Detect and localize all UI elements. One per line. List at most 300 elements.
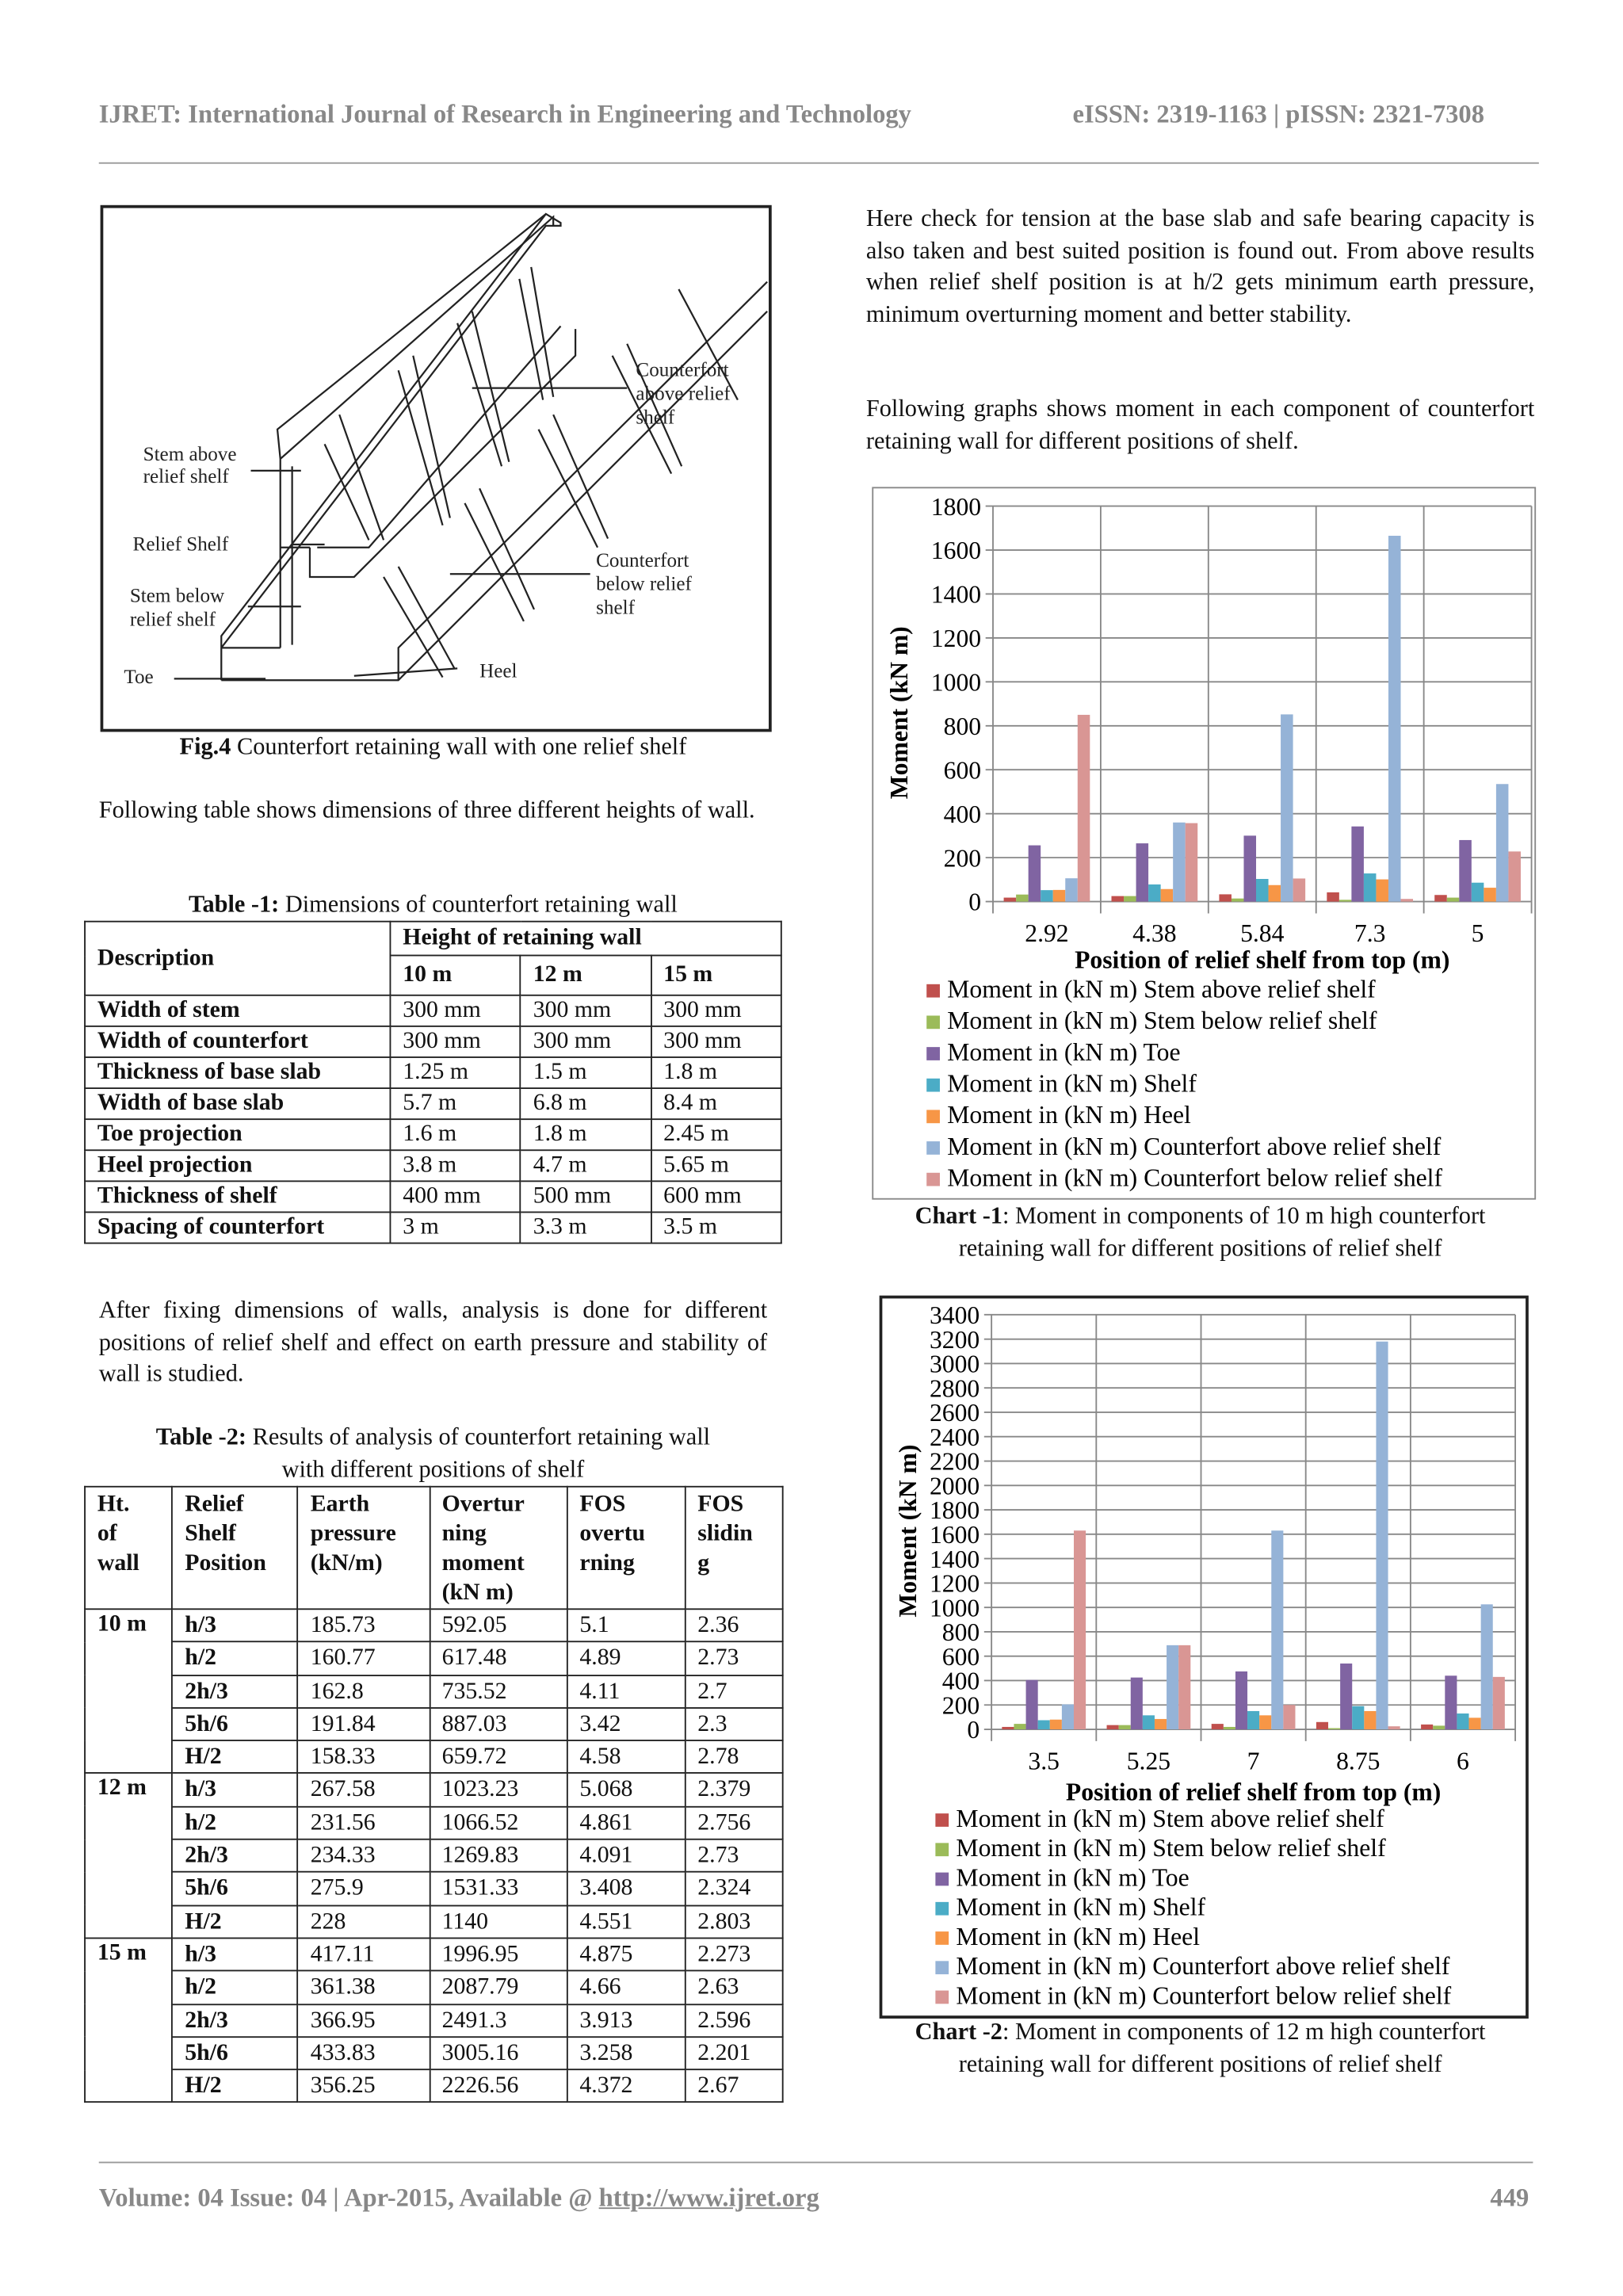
table-row: [85, 1971, 783, 2004]
table-cell: 592.05: [430, 1609, 567, 1642]
legend-item: Moment in (kN m) Stem above relief shelf: [947, 975, 1376, 1003]
table-cell: 3.408: [567, 1872, 685, 1905]
x-tick-label: 2.92: [1025, 919, 1069, 947]
y-tick-label: 1400: [930, 580, 982, 609]
legend-item: Moment in (kN m) Heel: [947, 1101, 1191, 1129]
header-line: Relief: [185, 1492, 244, 1517]
issn: eISSN: 2319-1163 | pISSN: 2321-7308: [1072, 98, 1485, 128]
table-cell: [567, 1487, 685, 1610]
table-cell: 3.42: [567, 1708, 685, 1741]
y-tick-label: 1000: [929, 1594, 980, 1622]
table-cell: 356.25: [298, 2069, 430, 2103]
label-cf-above-2: above relief: [636, 383, 731, 405]
legend-swatch: [926, 1015, 940, 1029]
footer-volume: [99, 2183, 819, 2214]
y-tick-label: 0: [968, 888, 982, 916]
bar: [1469, 1717, 1481, 1729]
bar: [1457, 1713, 1468, 1729]
header-line: (kN/m): [310, 1550, 383, 1576]
y-tick-label: 1600: [929, 1521, 980, 1549]
table-cell: 300 mm: [651, 1026, 781, 1057]
bar: [1327, 892, 1339, 902]
table-cell: 617.48: [430, 1642, 567, 1675]
bar: [1178, 1645, 1190, 1729]
label-stem-below-2: relief shelf: [129, 609, 216, 631]
table-cell: [685, 1487, 782, 1610]
bar: [1026, 1680, 1038, 1729]
table-cell: 366.95: [298, 2004, 430, 2037]
bar: [1434, 895, 1447, 901]
bar: [1148, 884, 1161, 902]
header-line: FOS: [697, 1492, 744, 1517]
bar: [1316, 1722, 1328, 1729]
x-tick-label: 5.84: [1240, 919, 1285, 947]
table-row: [85, 1839, 783, 1873]
header-line: slidin: [697, 1521, 753, 1547]
figure-caption: [101, 731, 766, 762]
x-tick-label: 5.25: [1126, 1747, 1171, 1775]
table-cell: 231.56: [298, 1806, 430, 1839]
table-cell: 2.803: [685, 1905, 782, 1939]
table-cell: 3.3 m: [521, 1212, 651, 1243]
table-cell: 3005.16: [430, 2037, 567, 2070]
table2-caption: [84, 1421, 782, 1484]
legend-swatch: [935, 1961, 949, 1974]
table-cell: 2491.3: [430, 2004, 567, 2037]
bar: [1219, 894, 1232, 901]
bar: [1376, 1342, 1388, 1729]
table-cell: 158.33: [298, 1740, 430, 1774]
y-tick-label: 2200: [929, 1447, 980, 1476]
y-tick-label: 1200: [929, 1569, 980, 1598]
table-cell: 10 m: [390, 956, 520, 995]
bar: [1212, 1724, 1224, 1729]
table-cell: 4.7 m: [521, 1150, 651, 1181]
bar: [1247, 1711, 1259, 1729]
table-cell: 417.11: [298, 1938, 430, 1971]
legend-item: Moment in (kN m) Stem above relief shelf: [956, 1804, 1384, 1832]
y-tick-label: 200: [941, 1691, 980, 1720]
legend-item: Moment in (kN m) Heel: [956, 1922, 1201, 1950]
bar: [1281, 714, 1293, 901]
table-cell: 2h/3: [172, 1839, 297, 1873]
paragraph: Following graphs shows moment in each component of counterfort retaining wall for different positions of shelf.: [865, 394, 1535, 454]
table-cell: 2.63: [685, 1971, 782, 2004]
table-cell: 2h/3: [172, 2004, 297, 2037]
table-cell: 3.913: [567, 2004, 685, 2037]
x-tick-label: 4.38: [1132, 919, 1177, 947]
label-stem-above: Stem above: [143, 443, 237, 465]
table-cell: H/2: [172, 1740, 297, 1774]
table-cell: 300 mm: [651, 995, 781, 1026]
table-cell: h/2: [172, 1642, 297, 1675]
volume-text: Volume: 04 Issue: 04 | Apr-2015, Available @: [98, 2182, 599, 2212]
header-line: rning: [579, 1550, 635, 1576]
y-tick-label: 600: [943, 756, 982, 785]
caption-text-2: retaining wall for different positions of relief shelf: [958, 2049, 1442, 2077]
bar: [1493, 1677, 1505, 1729]
header-line: Position: [185, 1550, 266, 1576]
label-stem-below: Stem below: [129, 585, 225, 607]
bar: [1376, 880, 1388, 902]
y-tick-label: 3000: [929, 1350, 980, 1378]
bar: [1496, 784, 1509, 901]
table-cell: 4.091: [567, 1839, 685, 1873]
table-cell: 2h/3: [172, 1675, 297, 1708]
table-cell: 300 mm: [521, 1026, 651, 1057]
y-tick-label: 400: [941, 1667, 980, 1695]
table-cell: 3.258: [567, 2037, 685, 2070]
table-cell: [172, 1487, 297, 1610]
legend-swatch: [935, 1813, 949, 1827]
bar: [1029, 846, 1041, 902]
bar: [1447, 898, 1460, 902]
legend-swatch: [935, 1931, 949, 1945]
y-tick-label: 800: [943, 712, 982, 740]
y-tick-label: 1800: [929, 1496, 980, 1525]
bar: [1352, 1706, 1364, 1729]
bar: [1053, 890, 1066, 902]
header-line: g: [697, 1550, 710, 1576]
caption-label: Table -2:: [155, 1422, 247, 1451]
bar: [1256, 879, 1269, 902]
y-tick-label: 1400: [929, 1545, 980, 1573]
footer-rule: [99, 2162, 1533, 2164]
y-axis-title: Moment (kN m): [885, 626, 914, 800]
legend-item: Moment in (kN m) Toe: [956, 1863, 1190, 1892]
bar: [1388, 536, 1401, 902]
table-cell: 2.324: [685, 1872, 782, 1905]
table-cell: 2.379: [685, 1774, 782, 1807]
table-cell: [430, 1487, 567, 1610]
y-tick-label: 600: [941, 1642, 980, 1671]
table-row: [85, 1150, 781, 1181]
table1-caption: [84, 888, 782, 920]
table-cell: 5h/6: [172, 1708, 297, 1741]
counterfort-diagram: [103, 208, 769, 729]
legend-item: Moment in (kN m) Counterfort below relief shelf: [947, 1163, 1443, 1192]
table-cell: Thickness of base slab: [85, 1057, 390, 1088]
table-cell: 1066.52: [430, 1806, 567, 1839]
table-cell: 1996.95: [430, 1938, 567, 1971]
table-cell: [85, 1487, 172, 1610]
table-cell: 2.45 m: [651, 1119, 781, 1150]
table-cell: 1.5 m: [521, 1057, 651, 1088]
bar: [1155, 1719, 1167, 1729]
table-cell: Toe projection: [85, 1119, 390, 1150]
bar: [1388, 1726, 1400, 1729]
results-table: [84, 1486, 783, 2103]
bar: [1016, 895, 1029, 902]
table-cell: 659.72: [430, 1740, 567, 1774]
y-tick-label: 200: [943, 844, 982, 873]
table-row: [85, 1088, 781, 1119]
bar: [1243, 835, 1256, 901]
table-cell: h/2: [172, 1806, 297, 1839]
table-cell: 15 m: [85, 1938, 172, 2103]
header-line: overtu: [579, 1521, 646, 1547]
table-cell: 2.73: [685, 1839, 782, 1873]
table-cell: 234.33: [298, 1839, 430, 1873]
table-cell: 5.65 m: [651, 1150, 781, 1181]
paragraph: Following table shows dimensions of three different heights of wall.: [98, 795, 755, 823]
header-line: moment: [441, 1550, 525, 1576]
table-cell: h/3: [172, 1938, 297, 1971]
y-tick-label: 2000: [929, 1472, 980, 1500]
table-row: [85, 1181, 781, 1212]
table-cell: 2.596: [685, 2004, 782, 2037]
legend-swatch: [935, 1843, 949, 1856]
x-tick-label: 8.75: [1336, 1747, 1381, 1775]
bar: [1235, 1671, 1247, 1729]
legend-item: Moment in (kN m) Counterfort below relief shelf: [956, 1981, 1452, 2010]
bar: [1481, 1604, 1493, 1729]
table-row: [85, 1026, 781, 1057]
table-cell: 12 m: [85, 1774, 172, 1939]
table-cell: 1.8 m: [651, 1057, 781, 1088]
bar: [1143, 1715, 1155, 1729]
bar: [1283, 1705, 1295, 1729]
table-cell: 162.8: [298, 1675, 430, 1708]
table-cell: 3.8 m: [390, 1150, 520, 1181]
table-cell: 361.38: [298, 1971, 430, 2004]
table-cell: 400 mm: [390, 1181, 520, 1212]
bar: [1124, 896, 1136, 902]
table-row: [85, 1708, 783, 1741]
table-row: [85, 1806, 783, 1839]
table-cell: 5.7 m: [390, 1088, 520, 1119]
table-row: [85, 2037, 783, 2070]
page-number: 449: [1490, 2182, 1529, 2212]
y-tick-label: 3200: [929, 1325, 980, 1354]
table-cell: 4.89: [567, 1642, 685, 1675]
legend-swatch: [926, 1141, 940, 1155]
journal-title: IJRET: International Journal of Research in Engineering and Technology: [98, 98, 911, 128]
legend-item: Moment in (kN m) Shelf: [947, 1069, 1197, 1098]
bar: [1232, 899, 1244, 902]
table-cell: 300 mm: [390, 1026, 520, 1057]
chart2-caption: [866, 2015, 1534, 2079]
legend-item: Moment in (kN m) Shelf: [956, 1893, 1206, 1921]
table-cell: 15 m: [651, 956, 781, 995]
bar: [1269, 885, 1281, 902]
table-cell: 228: [298, 1905, 430, 1939]
table-row: [85, 1675, 783, 1708]
caption-label: Table -1:: [189, 889, 280, 919]
bar: [1078, 715, 1090, 902]
caption-text: : Moment in components of 12 m high counterfort: [1002, 2017, 1486, 2046]
caption-label: Chart -1: [915, 1201, 1002, 1229]
x-tick-label: 6: [1457, 1747, 1469, 1775]
x-tick-label: 7: [1247, 1747, 1260, 1775]
legend-swatch: [926, 1047, 940, 1060]
bar: [1508, 851, 1521, 901]
table-cell: 5h/6: [172, 1872, 297, 1905]
y-tick-label: 1000: [930, 668, 982, 697]
table-cell: 2.273: [685, 1938, 782, 1971]
bar: [1119, 1725, 1131, 1729]
table-cell: 10 m: [85, 1609, 172, 1774]
table-cell: Description: [85, 922, 390, 995]
table-cell: 3.5 m: [651, 1212, 781, 1243]
header-line: Overtur: [441, 1492, 525, 1517]
table-cell: 2.3: [685, 1708, 782, 1741]
x-axis-title: Position of relief shelf from top (m): [1075, 946, 1450, 974]
bar: [1364, 873, 1377, 901]
y-axis-title: Moment (kN m): [894, 1444, 922, 1618]
caption-text: : Moment in components of 10 m high counterfort: [1002, 1201, 1486, 1229]
bar: [1002, 1727, 1014, 1729]
table-cell: 1531.33: [430, 1872, 567, 1905]
y-tick-label: 0: [967, 1716, 980, 1744]
paragraph: After fixing dimensions of walls, analysis is done for different positions of relief shelf and effect on earth pressure and stability of wall is studied.: [98, 1295, 768, 1388]
caption-text: Results of analysis of counterfort retaining wall: [246, 1422, 711, 1451]
table-cell: 735.52: [430, 1675, 567, 1708]
bar: [1065, 878, 1078, 901]
table-row: [85, 1609, 783, 1642]
table-cell: 1023.23: [430, 1774, 567, 1807]
table-cell: 185.73: [298, 1609, 430, 1642]
table-cell: 4.551: [567, 1905, 685, 1939]
table-cell: 5h/6: [172, 2037, 297, 2070]
chart-1: [872, 487, 1536, 1199]
table-row: [85, 1212, 781, 1243]
table-row: [85, 1938, 783, 1971]
caption-label: Fig.4: [179, 732, 231, 760]
table-cell: 1.8 m: [521, 1119, 651, 1150]
label-cf-above: Counterfort: [636, 359, 729, 381]
legend-item: Moment in (kN m) Toe: [947, 1037, 1181, 1066]
label-cf-below: Counterfort: [596, 549, 689, 571]
table-cell: 300 mm: [521, 995, 651, 1026]
table-row: [85, 2004, 783, 2037]
legend-swatch: [926, 984, 940, 998]
header-line: Earth: [310, 1492, 370, 1517]
table-cell: 1140: [430, 1905, 567, 1939]
table-cell: 2.756: [685, 1806, 782, 1839]
y-tick-label: 3400: [929, 1301, 980, 1330]
table-cell: 887.03: [430, 1708, 567, 1741]
table-cell: 1.25 m: [390, 1057, 520, 1088]
bar: [1136, 843, 1149, 901]
bar: [1074, 1530, 1086, 1729]
header-rule: [99, 162, 1539, 164]
x-tick-label: 3.5: [1028, 1747, 1060, 1775]
chart-1-svg: [873, 488, 1534, 1198]
y-tick-label: 1600: [930, 537, 982, 565]
header-line: FOS: [579, 1492, 626, 1517]
table-cell: Heel projection: [85, 1150, 390, 1181]
label-relief-shelf: Relief Shelf: [132, 533, 229, 556]
y-tick-label: 1200: [930, 625, 982, 653]
label-stem-above-2: relief shelf: [143, 465, 229, 487]
caption-text: Counterfort retaining wall with one relief shelf: [231, 732, 687, 760]
table-cell: 275.9: [298, 1872, 430, 1905]
table-header-row: [85, 1487, 783, 1610]
bar: [1173, 823, 1186, 902]
table-header-row: [85, 922, 781, 956]
x-tick-label: 7.3: [1354, 919, 1386, 947]
table-cell: 4.372: [567, 2069, 685, 2103]
legend-item: Moment in (kN m) Counterfort above relief shelf: [956, 1952, 1450, 1981]
table-cell: 4.58: [567, 1740, 685, 1774]
bar: [1107, 1725, 1119, 1729]
bar: [1484, 888, 1496, 901]
header-line: of: [97, 1521, 117, 1547]
table-cell: 4.66: [567, 1971, 685, 2004]
table-cell: 6.8 m: [521, 1088, 651, 1119]
table-cell: Spacing of counterfort: [85, 1212, 390, 1243]
table-cell: 600 mm: [651, 1181, 781, 1212]
bar: [1224, 1727, 1235, 1729]
legend-item: Moment in (kN m) Counterfort above relief shelf: [947, 1132, 1442, 1160]
table-cell: 1269.83: [430, 1839, 567, 1873]
table-cell: 500 mm: [521, 1181, 651, 1212]
table-cell: H/2: [172, 2069, 297, 2103]
table-cell: Height of retaining wall: [390, 922, 781, 956]
y-tick-label: 2800: [929, 1374, 980, 1403]
header-line: (kN m): [441, 1580, 514, 1606]
table-cell: Width of base slab: [85, 1088, 390, 1119]
table-cell: 2.36: [685, 1609, 782, 1642]
journal-link[interactable]: http://www.ijret.org: [598, 2182, 819, 2212]
bar: [1167, 1645, 1178, 1729]
bar: [1111, 896, 1124, 902]
table-cell: 4.875: [567, 1938, 685, 1971]
legend-swatch: [926, 1110, 940, 1123]
bar: [1050, 1720, 1062, 1729]
y-tick-label: 800: [941, 1618, 980, 1647]
y-tick-label: 2600: [929, 1399, 980, 1427]
legend-item: Moment in (kN m) Stem below relief shelf: [956, 1834, 1386, 1862]
table-cell: 2.78: [685, 1740, 782, 1774]
table-cell: Thickness of shelf: [85, 1181, 390, 1212]
table-row: [85, 1119, 781, 1150]
bar: [1340, 1664, 1352, 1729]
caption-text-2: retaining wall for different positions of relief shelf: [958, 1232, 1442, 1261]
table-cell: Width of stem: [85, 995, 390, 1026]
table-row: [85, 1057, 781, 1088]
table-cell: 4.861: [567, 1806, 685, 1839]
bar: [1271, 1530, 1283, 1729]
label-toe: Toe: [124, 667, 154, 689]
table-cell: h/3: [172, 1774, 297, 1807]
bar: [1161, 889, 1174, 902]
table-row: [85, 1740, 783, 1774]
legend-swatch: [935, 1902, 949, 1916]
bar: [1038, 1720, 1050, 1729]
bar: [1433, 1725, 1445, 1729]
table-cell: 2.67: [685, 2069, 782, 2103]
table-cell: H/2: [172, 1905, 297, 1939]
caption-text: Dimensions of counterfort retaining wall: [279, 889, 678, 919]
table-row: [85, 1642, 783, 1675]
table-cell: 5.1: [567, 1609, 685, 1642]
table-cell: 267.58: [298, 1774, 430, 1807]
y-tick-label: 1800: [930, 492, 982, 521]
legend-swatch: [935, 1991, 949, 2004]
bar: [1131, 1678, 1143, 1729]
table-cell: 2.7: [685, 1675, 782, 1708]
header-line: pressure: [310, 1521, 396, 1547]
bar: [1004, 898, 1017, 902]
table-cell: 160.77: [298, 1642, 430, 1675]
bar: [1351, 827, 1364, 902]
table-cell: 12 m: [521, 956, 651, 995]
table-cell: 300 mm: [390, 995, 520, 1026]
bar: [1459, 840, 1472, 902]
table-cell: [298, 1487, 430, 1610]
